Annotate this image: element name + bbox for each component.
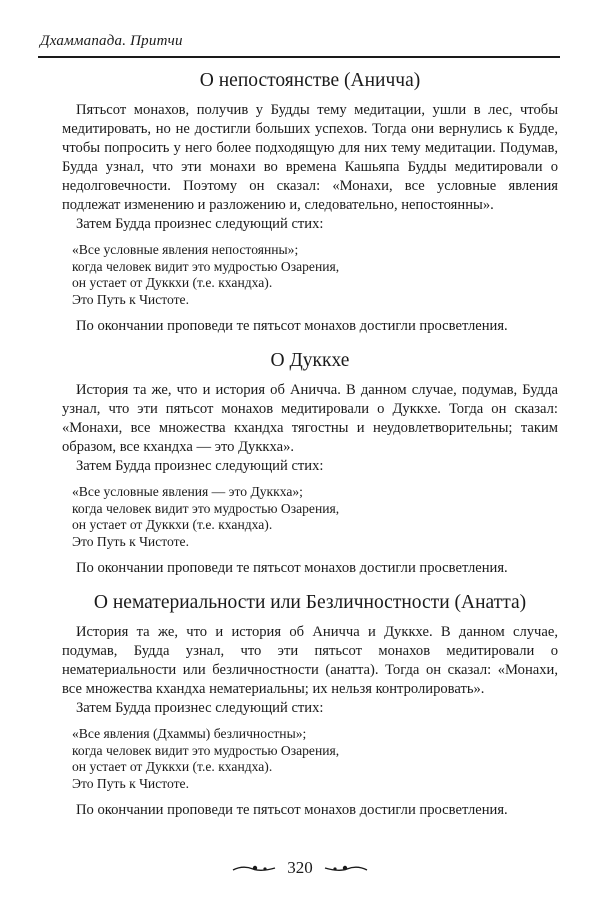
page-content (62, 66, 558, 820)
verse-line: он устает от Дуккхи (т.е. кхандха). (72, 759, 273, 774)
section-lead: Затем Будда произнес следующий стих: (76, 458, 324, 474)
verse-line: «Все условные явления непостоянны»; (72, 242, 299, 257)
section-closing: По окончании проповеди те пятьсот монахов достигли просветления. (76, 560, 508, 576)
section-lead: Затем Будда произнес следующий стих: (76, 216, 324, 232)
verse-line: он устает от Дуккхи (т.е. кхандха). (72, 517, 273, 532)
section-title: О нематериальности или Безличностности (Анатта) (93, 592, 527, 613)
running-head: Дхаммапада. Притчи (40, 33, 183, 49)
section-title: О непостоянстве (Аничча) (199, 70, 421, 91)
verse-line: когда человек видит это мудростью Озарения, (72, 500, 340, 516)
section-title: О Дуккхе (270, 350, 350, 371)
page-number: 320 (287, 858, 313, 878)
section-lead: Затем Будда произнес следующий стих: (76, 700, 324, 716)
section-dukkha (62, 346, 558, 578)
section-anatta (62, 588, 558, 820)
verse-line: Это Путь к Чистоте. (72, 533, 189, 549)
verse-line: «Все явления (Дхаммы) безличностны»; (72, 726, 307, 741)
section-anicca (62, 66, 558, 336)
ornament-right-icon (323, 863, 369, 873)
verse-line: когда человек видит это мудростью Озарения, (72, 258, 340, 274)
section-closing: По окончании проповеди те пятьсот монахов достигли просветления. (76, 318, 508, 334)
verse-line: когда человек видит это мудростью Озарения, (72, 742, 340, 758)
verse (72, 484, 558, 550)
header-rule (38, 56, 560, 58)
verse (72, 726, 558, 792)
section-intro: История та же, что и история об Аничча и Дуккхе. В данном случае, подумав, Будда узнал, что эти пятьсот монахов медитировали о нематериальности или безличностности (анатта). Тогда он сказал: «Монахи, все множества кхандха нематериальны; их нельзя контролировать». (62, 624, 558, 697)
verse-line: Это Путь к Чистоте. (72, 775, 189, 791)
section-intro: Пятьсот монахов, получив у Будды тему медитации, ушли в лес, чтобы медитировать, но не достигли больших успехов. Тогда они вернулись к Будде, чтобы попросить у него более подходящую для них тему медитации. Подумав, Будда узнал, что эти монахи во времена Кашьяпа Будды медитировали о недолговечности. Поэтому он сказал: «Монахи, все условные явления подлежат изменению и разложению и, следовательно, непостоянны». (62, 102, 558, 213)
verse (72, 242, 558, 308)
page-footer (0, 857, 600, 878)
ornament-left-icon (231, 863, 277, 873)
verse-line: он устает от Дуккхи (т.е. кхандха). (72, 275, 273, 290)
section-intro: История та же, что и история об Аничча. В данном случае, подумав, Будда узнал, что эти пятьсот монахов медитировали о Дуккхе. Тогда он сказал: «Монахи, все множества кхандха тягостны и неудовлетворительны; таким образом, все кхандха — это Дуккха». (62, 382, 558, 455)
verse-line: «Все условные явления — это Дуккха»; (72, 484, 303, 499)
verse-line: Это Путь к Чистоте. (72, 291, 189, 307)
section-closing: По окончании проповеди те пятьсот монахов достигли просветления. (76, 802, 508, 818)
